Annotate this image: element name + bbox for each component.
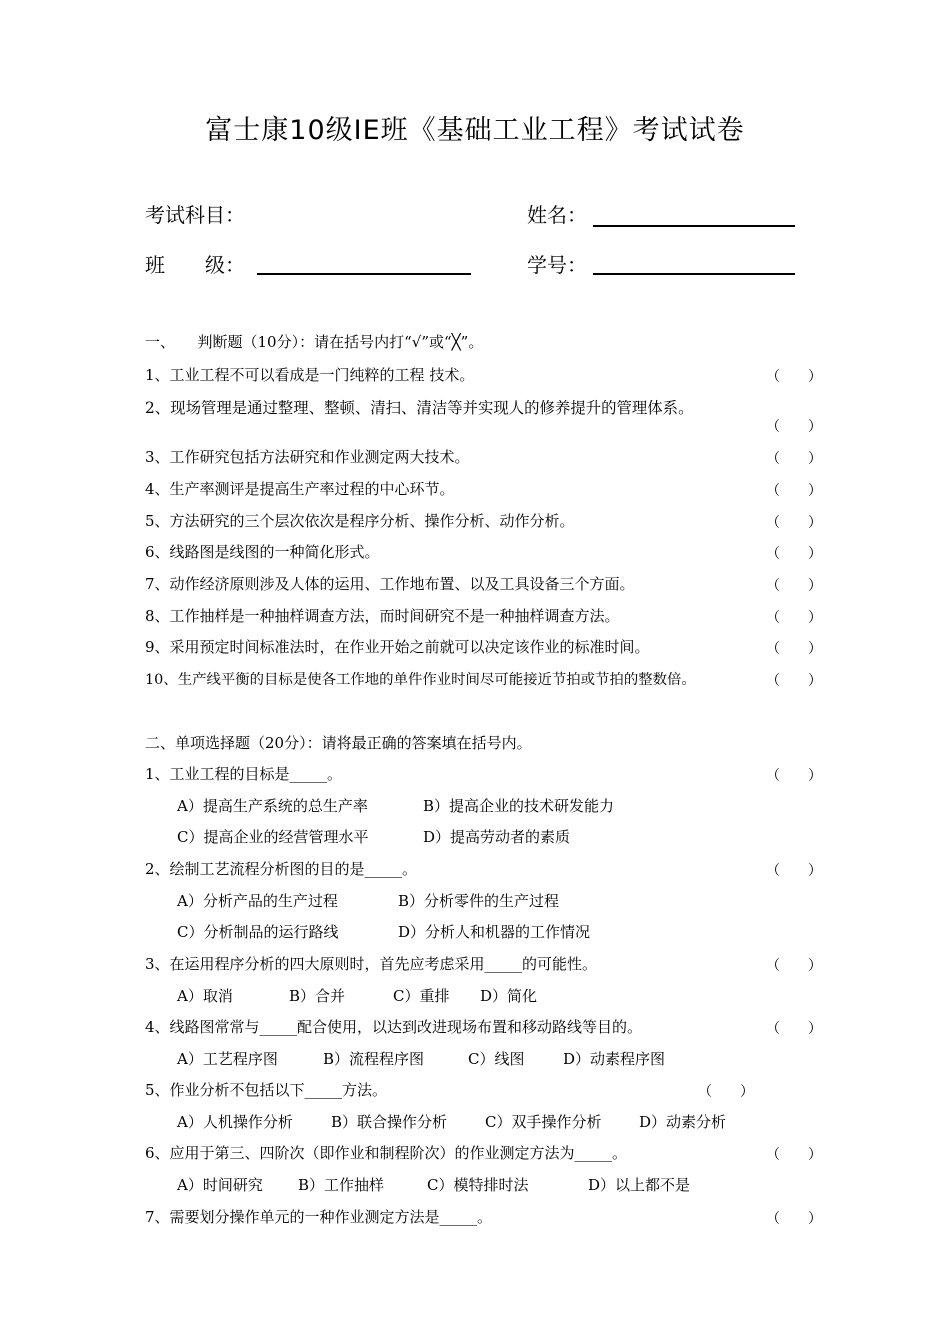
option-d: D）提高劳动者的素质	[423, 828, 571, 846]
class-label: 班 级：	[145, 253, 245, 277]
answer-paren[interactable]: （ ）	[766, 958, 822, 974]
answer-paren[interactable]: （ ）	[766, 546, 822, 562]
option-b: B）流程程序图	[323, 1050, 425, 1068]
mc-question-4: 4、线路图常常与_____配合使用，以达到改进现场布置和移动路线等目的。	[145, 1018, 643, 1036]
option-d: D）动素程序图	[563, 1050, 666, 1068]
page-title: 富士康10级IE班《基础工业工程》考试试卷	[205, 115, 745, 146]
option-d: D）动素分析	[639, 1113, 727, 1131]
answer-paren[interactable]: （ ）	[766, 1211, 822, 1227]
answer-paren[interactable]: （ ）	[766, 641, 822, 657]
answer-paren[interactable]: （ ）	[766, 1021, 822, 1037]
option-b: B）联合操作分析	[331, 1113, 448, 1131]
answer-paren[interactable]: （ ）	[698, 1084, 754, 1100]
tf-question-5: 5、方法研究的三个层次依次是程序分析、操作分析、动作分析。	[145, 512, 575, 530]
option-b: B）提高企业的技术研发能力	[423, 797, 615, 815]
tf-question-7: 7、动作经济原则涉及人体的运用、工作地布置、以及工具设备三个方面。	[145, 575, 635, 593]
option-b: B）合并	[289, 987, 346, 1005]
student-id-label: 学号：	[527, 253, 587, 277]
mc-question-5: 5、作业分析不包括以下_____方法。	[145, 1081, 388, 1099]
option-a: A）工艺程序图	[177, 1050, 278, 1068]
tf-question-2: 2、现场管理是通过整理、整顿、清扫、清洁等并实现人的修养提升的管理体系。	[145, 399, 694, 417]
tf-question-4: 4、生产率测评是提高生产率过程的中心环节。	[145, 480, 455, 498]
section2-heading: 二、单项选择题（20分）：请将最正确的答案填在括号内。	[145, 734, 532, 752]
answer-paren[interactable]: （ ）	[766, 419, 822, 435]
option-b: B）分析零件的生产过程	[398, 892, 560, 910]
answer-paren[interactable]: （ ）	[766, 483, 822, 499]
option-c: C）模特排时法	[427, 1176, 529, 1194]
option-d: D）以上都不是	[588, 1176, 691, 1194]
subject-label: 考试科目：	[145, 203, 245, 227]
answer-paren[interactable]: （ ）	[766, 768, 822, 784]
option-a: A）人机操作分析	[177, 1113, 293, 1131]
student-id-field[interactable]	[593, 273, 795, 275]
name-label: 姓名：	[527, 203, 587, 227]
option-b: B）工作抽样	[298, 1176, 385, 1194]
tf-question-6: 6、线路图是线图的一种简化形式。	[145, 543, 380, 561]
name-field[interactable]	[593, 225, 795, 227]
answer-paren[interactable]: （ ）	[766, 515, 822, 531]
tf-question-10: 10、生产线平衡的目标是使各工作地的单件作业时间尽可能接近节拍或节拍的整数倍。	[145, 672, 696, 688]
option-c: C）提高企业的经营管理水平	[177, 828, 369, 846]
option-c: C）双手操作分析	[485, 1113, 602, 1131]
option-d: D）分析人和机器的工作情况	[398, 923, 591, 941]
option-d: D）简化	[480, 987, 538, 1005]
option-a: A）提高生产系统的总生产率	[177, 797, 368, 815]
answer-paren[interactable]: （ ）	[766, 863, 822, 879]
mc-question-2: 2、绘制工艺流程分析图的目的是_____。	[145, 860, 418, 878]
option-c: C）线图	[468, 1050, 525, 1068]
tf-question-8: 8、工作抽样是一种抽样调查方法，而时间研究不是一种抽样调查方法。	[145, 607, 620, 625]
option-c: C）重排	[393, 987, 450, 1005]
mc-question-7: 7、需要划分操作单元的一种作业测定方法是_____。	[145, 1208, 493, 1226]
option-a: A）时间研究	[177, 1176, 263, 1194]
mc-question-3: 3、在运用程序分析的四大原则时，首先应考虑采用_____的可能性。	[145, 955, 598, 973]
option-a: A）取消	[177, 987, 233, 1005]
tf-question-9: 9、采用预定时间标准法时，在作业开始之前就可以决定该作业的标准时间。	[145, 638, 650, 656]
option-c: C）分析制品的运行路线	[177, 923, 339, 941]
tf-question-1: 1、工业工程不可以看成是一门纯粹的工程 技术。	[145, 366, 475, 384]
answer-paren[interactable]: （ ）	[766, 1147, 822, 1163]
answer-paren[interactable]: （ ）	[766, 673, 822, 689]
answer-paren[interactable]: （ ）	[766, 451, 822, 467]
section1-heading: 一、 判断题（10分）：请在括号内打“√”或“╳”。	[145, 333, 484, 351]
tf-question-3: 3、工作研究包括方法研究和作业测定两大技术。	[145, 448, 470, 466]
answer-paren[interactable]: （ ）	[766, 578, 822, 594]
answer-paren[interactable]: （ ）	[766, 610, 822, 626]
answer-paren[interactable]: （ ）	[766, 369, 822, 385]
mc-question-6: 6、应用于第三、四阶次（即作业和制程阶次）的作业测定方法为_____。	[145, 1144, 628, 1162]
mc-question-1: 1、工业工程的目标是_____。	[145, 765, 343, 783]
option-a: A）分析产品的生产过程	[177, 892, 338, 910]
class-field[interactable]	[257, 273, 471, 275]
